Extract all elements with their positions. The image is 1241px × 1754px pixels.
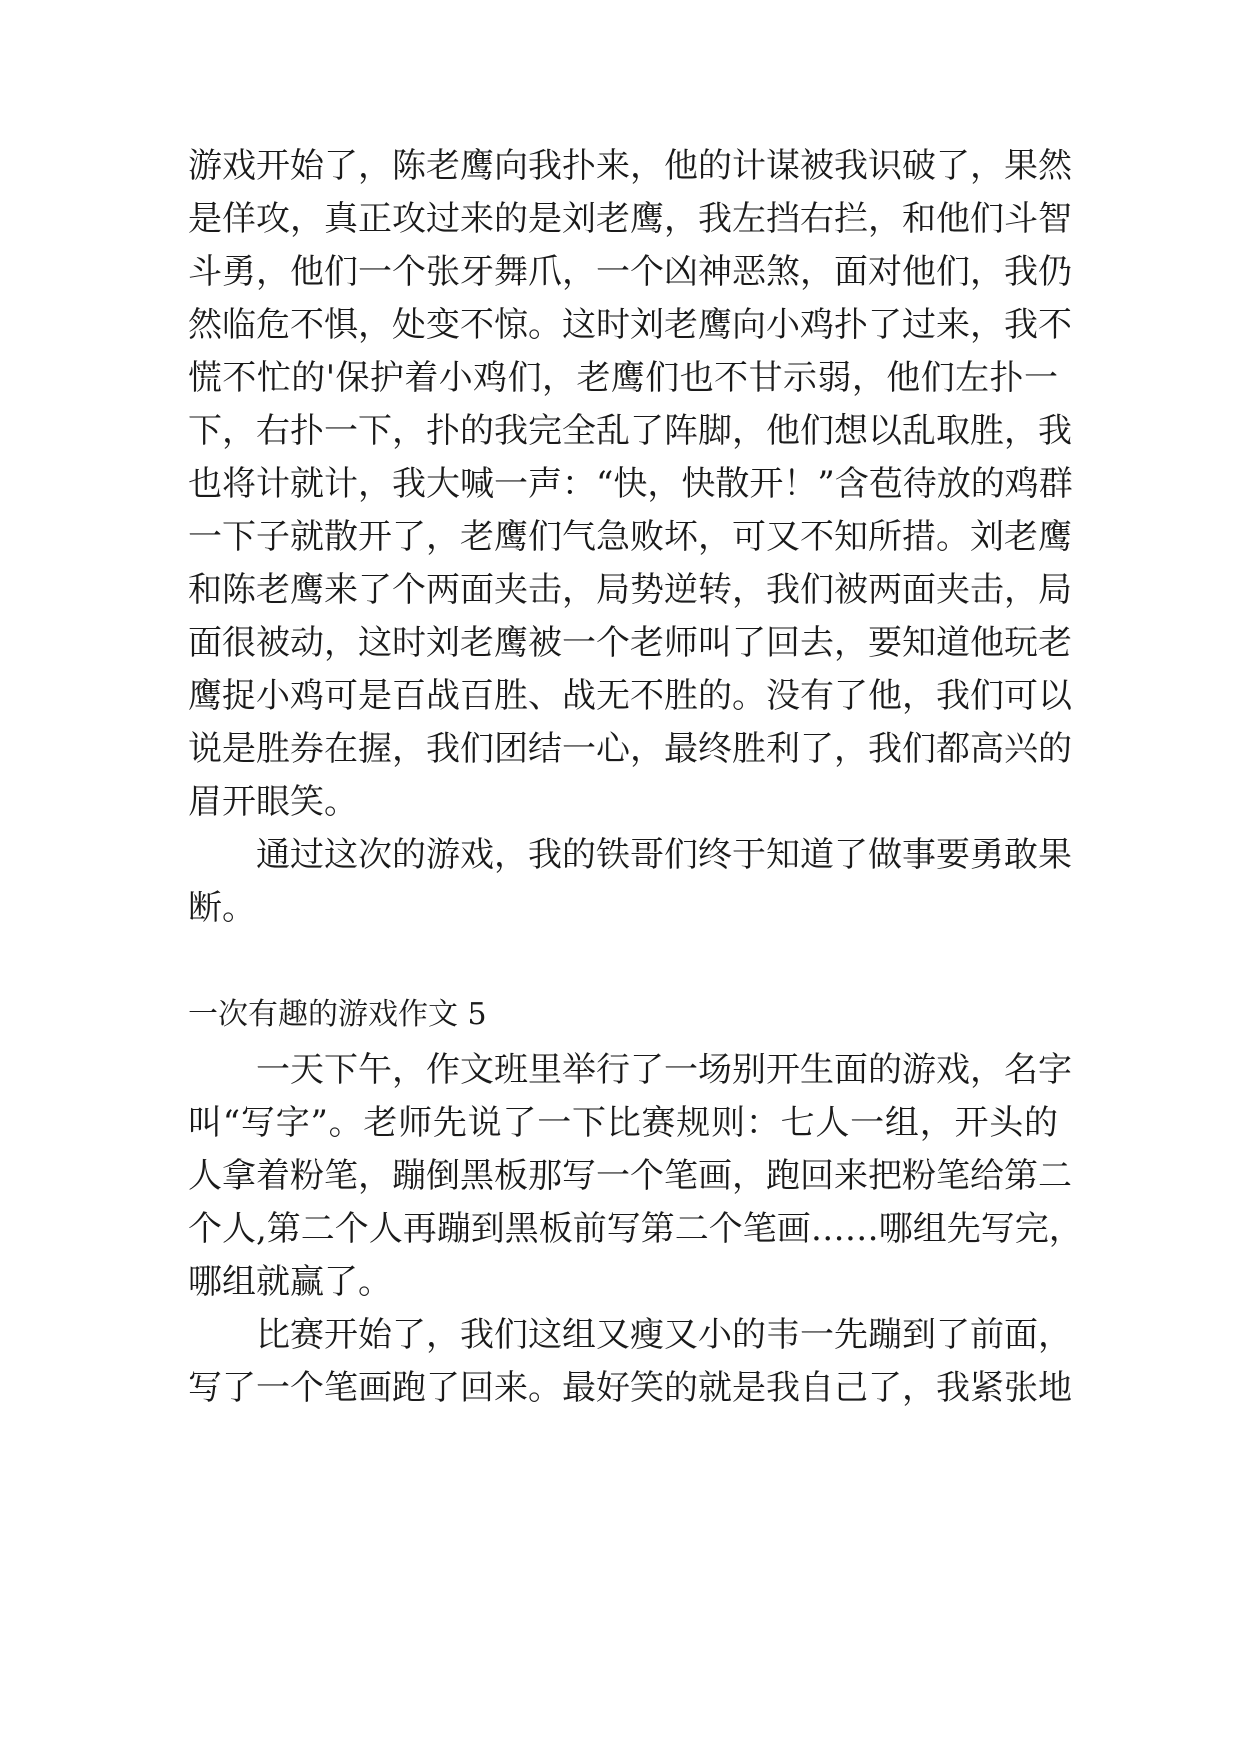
paragraph-line: 一天下午，作文班里举行了一场别开生面的游戏，名字 [256,1050,1072,1090]
paragraph-line: 是佯攻，真正攻过来的是刘老鹰，我左挡右拦，和他们斗智 [188,199,1072,239]
paragraph-line: 慌不忙的'保护着小鸡们，老鹰们也不甘示弱，他们左扑一 [188,358,1058,398]
paragraph-line: 游戏开始了，陈老鹰向我扑来，他的计谋被我识破了，果然 [188,146,1072,186]
paragraph-line: 叫“写字”。老师先说了一下比赛规则：七人一组，开头的 [188,1103,1058,1143]
paragraph-line: 通过这次的游戏，我的铁哥们终于知道了做事要勇敢果 [256,835,1072,875]
section-heading: 一次有趣的游戏作文 5 [188,997,487,1032]
paragraph-line: 哪组就赢了。 [188,1262,392,1302]
paragraph-line: 然临危不惧，处变不惊。这时刘老鹰向小鸡扑了过来，我不 [188,305,1072,345]
paragraph-line: 也将计就计，我大喊一声：“快，快散开！”含苞待放的鸡群 [188,464,1073,504]
paragraph-line: 个人,第二个人再蹦到黑板前写第二个笔画……哪组先写完， [188,1209,1083,1249]
paragraph-line: 眉开眼笑。 [188,782,358,822]
paragraph-line: 人拿着粉笔，蹦倒黑板那写一个笔画，跑回来把粉笔给第二 [188,1156,1072,1196]
paragraph-line: 断。 [188,888,256,928]
paragraph-line: 鹰捉小鸡可是百战百胜、战无不胜的。没有了他，我们可以 [188,676,1072,716]
paragraph-line: 和陈老鹰来了个两面夹击，局势逆转，我们被两面夹击，局 [188,570,1072,610]
paragraph-line: 说是胜券在握，我们团结一心，最终胜利了，我们都高兴的 [188,729,1072,769]
paragraph-line: 斗勇，他们一个张牙舞爪，一个凶神恶煞，面对他们，我仍 [188,252,1072,292]
paragraph-line: 比赛开始了，我们这组又瘦又小的韦一先蹦到了前面， [256,1315,1072,1355]
paragraph-line: 写了一个笔画跑了回来。最好笑的就是我自己了，我紧张地 [188,1368,1072,1408]
paragraph-line: 一下子就散开了，老鹰们气急败坏，可又不知所措。刘老鹰 [188,517,1072,557]
paragraph-line: 下，右扑一下，扑的我完全乱了阵脚，他们想以乱取胜，我 [188,411,1072,451]
paragraph-line: 面很被动，这时刘老鹰被一个老师叫了回去，要知道他玩老 [188,623,1072,663]
